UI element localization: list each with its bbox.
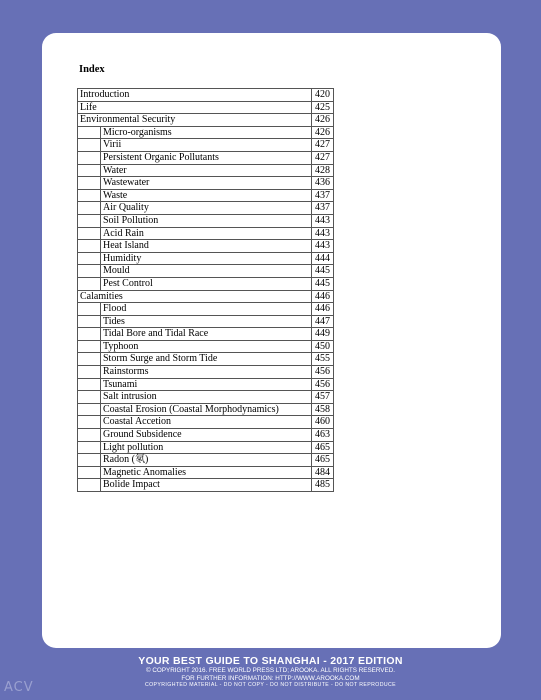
index-row [78, 378, 334, 391]
index-indent-cell [78, 139, 101, 152]
index-entry-page: 485 [312, 479, 334, 492]
index-entry-page: 458 [312, 403, 334, 416]
index-indent-cell [78, 416, 101, 429]
index-row [78, 151, 334, 164]
index-indent-cell [78, 151, 101, 164]
index-row [78, 441, 334, 454]
index-row [78, 315, 334, 328]
index-entry-label: Bolide Impact [101, 479, 312, 492]
index-row [78, 101, 334, 114]
index-entry-page: 444 [312, 252, 334, 265]
index-indent-cell [78, 429, 101, 442]
index-entry-label: Waste [101, 189, 312, 202]
index-entry-page: 446 [312, 290, 334, 303]
index-entry-label: Heat Island [101, 240, 312, 253]
index-entry-label: Wastewater [101, 177, 312, 190]
index-indent-cell [78, 189, 101, 202]
index-row [78, 252, 334, 265]
page-footer [0, 655, 541, 689]
index-entry-page: 463 [312, 429, 334, 442]
index-entry-page: 428 [312, 164, 334, 177]
index-row [78, 89, 334, 102]
index-row [78, 227, 334, 240]
index-row [78, 214, 334, 227]
index-entry-page: 426 [312, 126, 334, 139]
index-indent-cell [78, 466, 101, 479]
index-indent-cell [78, 265, 101, 278]
index-entry-label: Radon (氡) [101, 454, 312, 467]
index-entry-label: Acid Rain [101, 227, 312, 240]
index-entry-page: 420 [312, 89, 334, 102]
index-indent-cell [78, 391, 101, 404]
index-row [78, 466, 334, 479]
index-indent-cell [78, 366, 101, 379]
footer-info: FOR FURTHER INFORMATION: HTTP://WWW.AROOKA.COM [181, 674, 360, 682]
index-entry-label: Tides [101, 315, 312, 328]
index-entry-page: 445 [312, 277, 334, 290]
index-row [78, 277, 334, 290]
index-entry-label: Rainstorms [101, 366, 312, 379]
index-entry-page: 437 [312, 202, 334, 215]
index-entry-label: Virii [101, 139, 312, 152]
index-indent-cell [78, 177, 101, 190]
footer-warning: COPYRIGHTED MATERIAL - DO NOT COPY - DO NOT DISTRIBUTE - DO NOT REPRODUCE [144, 682, 397, 688]
index-entry-page: 484 [312, 466, 334, 479]
index-entry-label: Introduction [78, 89, 312, 102]
index-row [78, 328, 334, 341]
index-row [78, 164, 334, 177]
index-indent-cell [78, 277, 101, 290]
index-entry-label: Micro-organisms [101, 126, 312, 139]
index-indent-cell [78, 202, 101, 215]
index-entry-label: Humidity [101, 252, 312, 265]
document-page [42, 33, 501, 648]
index-entry-label: Ground Subsidence [101, 429, 312, 442]
index-entry-label: Life [78, 101, 312, 114]
index-entry-label: Tsunami [101, 378, 312, 391]
index-indent-cell [78, 303, 101, 316]
index-entry-label: Water [101, 164, 312, 177]
index-indent-cell [78, 403, 101, 416]
index-indent-cell [78, 126, 101, 139]
index-indent-cell [78, 240, 101, 253]
index-entry-page: 445 [312, 265, 334, 278]
index-row [78, 189, 334, 202]
index-entry-page: 447 [312, 315, 334, 328]
index-entry-label: Air Quality [101, 202, 312, 215]
index-entry-page: 426 [312, 114, 334, 127]
index-entry-page: 443 [312, 240, 334, 253]
index-entry-label: Flood [101, 303, 312, 316]
index-entry-page: 436 [312, 177, 334, 190]
index-entry-page: 437 [312, 189, 334, 202]
index-entry-label: Storm Surge and Storm Tide [101, 353, 312, 366]
index-entry-page: 465 [312, 454, 334, 467]
index-row [78, 403, 334, 416]
index-entry-label: Coastal Erosion (Coastal Morphodynamics) [101, 403, 312, 416]
index-entry-page: 425 [312, 101, 334, 114]
index-indent-cell [78, 164, 101, 177]
index-indent-cell [78, 328, 101, 341]
index-row [78, 353, 334, 366]
index-indent-cell [78, 454, 101, 467]
index-row [78, 202, 334, 215]
index-entry-label: Persistent Organic Pollutants [101, 151, 312, 164]
index-indent-cell [78, 227, 101, 240]
index-entry-label: Pest Control [101, 277, 312, 290]
index-row [78, 240, 334, 253]
index-row [78, 290, 334, 303]
index-indent-cell [78, 353, 101, 366]
index-entry-label: Environmental Security [78, 114, 312, 127]
index-indent-cell [78, 214, 101, 227]
index-entry-page: 465 [312, 441, 334, 454]
index-title: Index [79, 64, 105, 75]
index-entry-page: 427 [312, 139, 334, 152]
index-row [78, 479, 334, 492]
index-indent-cell [78, 340, 101, 353]
index-row [78, 139, 334, 152]
index-entry-page: 443 [312, 227, 334, 240]
index-entry-page: 450 [312, 340, 334, 353]
footer-title: YOUR BEST GUIDE TO SHANGHAI - 2017 EDITION [138, 655, 403, 667]
index-row [78, 303, 334, 316]
index-entry-page: 460 [312, 416, 334, 429]
index-row [78, 429, 334, 442]
index-entry-label: Calamities [78, 290, 312, 303]
index-row [78, 416, 334, 429]
index-entry-page: 456 [312, 366, 334, 379]
index-entry-page: 446 [312, 303, 334, 316]
index-entry-label: Mould [101, 265, 312, 278]
index-row [78, 340, 334, 353]
index-entry-label: Tidal Bore and Tidal Race [101, 328, 312, 341]
index-row [78, 391, 334, 404]
index-entry-page: 455 [312, 353, 334, 366]
index-row [78, 114, 334, 127]
index-entry-page: 457 [312, 391, 334, 404]
index-indent-cell [78, 315, 101, 328]
index-row [78, 454, 334, 467]
index-entry-page: 427 [312, 151, 334, 164]
index-entry-page: 449 [312, 328, 334, 341]
index-entry-label: Coastal Accetion [101, 416, 312, 429]
index-row [78, 366, 334, 379]
index-entry-label: Magnetic Anomalies [101, 466, 312, 479]
watermark: ACV [4, 680, 34, 695]
index-indent-cell [78, 479, 101, 492]
index-entry-label: Salt intrusion [101, 391, 312, 404]
index-row [78, 177, 334, 190]
index-entry-page: 443 [312, 214, 334, 227]
index-table [77, 88, 334, 492]
index-indent-cell [78, 252, 101, 265]
footer-copyright: © COPYRIGHT 2016. FREE WORLD PRESS LTD; AROOKA. ALL RIGHTS RESERVED. [145, 667, 395, 674]
index-entry-label: Typhoon [101, 340, 312, 353]
index-entry-label: Soil Pollution [101, 214, 312, 227]
index-entry-page: 456 [312, 378, 334, 391]
index-row [78, 265, 334, 278]
index-row [78, 126, 334, 139]
index-indent-cell [78, 441, 101, 454]
index-entry-label: Light pollution [101, 441, 312, 454]
index-indent-cell [78, 378, 101, 391]
